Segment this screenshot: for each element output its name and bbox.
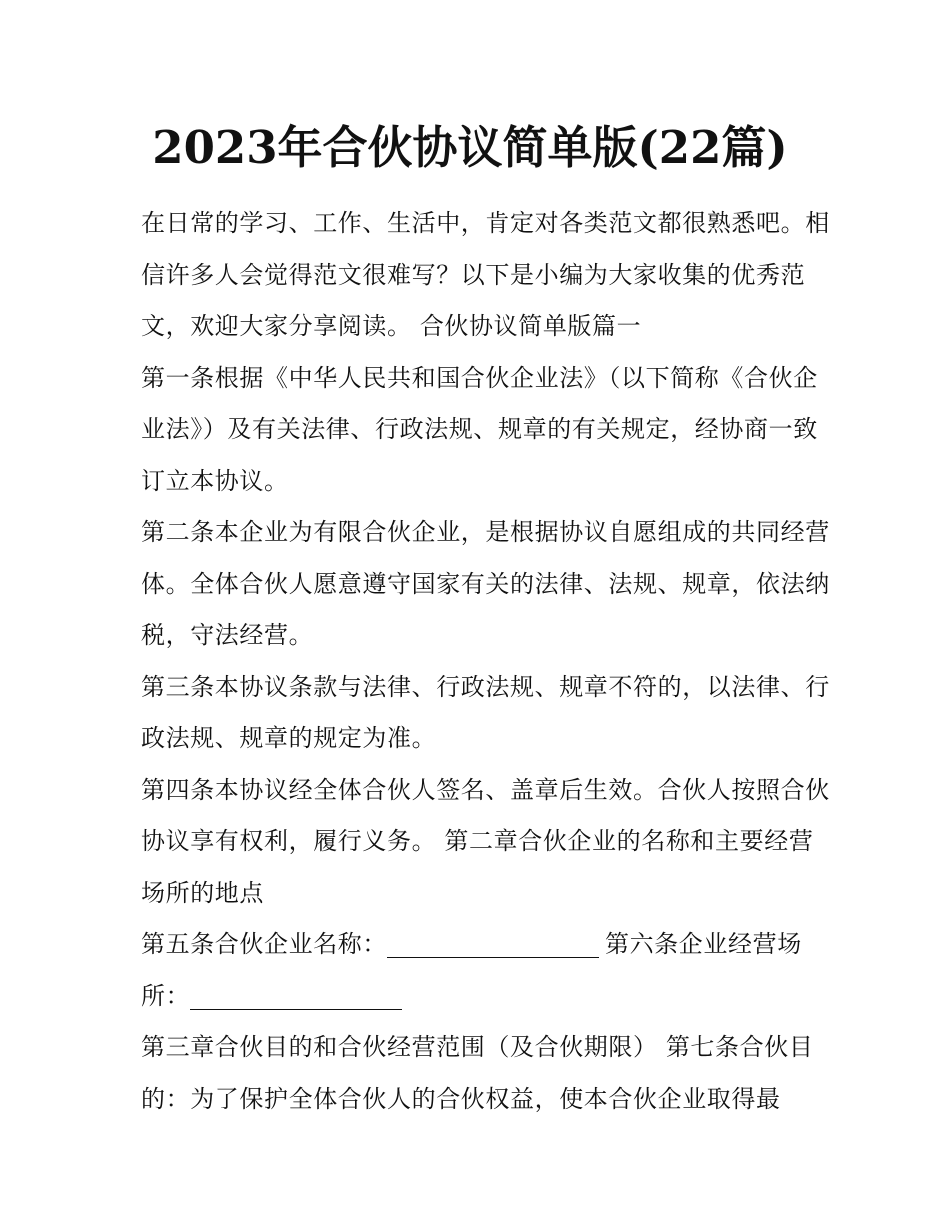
business-location-blank (190, 985, 402, 1010)
article-4-paragraph: 第四条本协议经全体合伙人签名、盖章后生效。合伙人按照合伙协议享有权利，履行义务。 第二章合伙企业的名称和主要经营场所的地点 (141, 775, 830, 907)
article-3-paragraph: 第三条本协议条款与法律、行政法规、规章不符的，以法律、行政法规、规章的规定为准。 (141, 672, 830, 752)
article-2-paragraph: 第二条本企业为有限合伙企业，是根据协议自愿组成的共同经营体。全体合伙人愿意遵守国家有关的法律、法规、规章，依法纳税，守法经营。 (141, 518, 830, 649)
article-1-paragraph: 第一条根据《中华人民共和国合伙企业法》（以下简称《合伙企业法》）及有关法律、行政法规、规章的有关规定，经协商一致订立本协议。 (141, 363, 818, 495)
chapter-3-paragraph: 第三章合伙目的和合伙经营范围（及合伙期限） 第七条合伙目的：为了保护全体合伙人的合伙权益，使本合伙企业取得最 (141, 1033, 814, 1113)
intro-paragraph: 在日常的学习、工作、生活中，肯定对各类范文都很熟悉吧。相信许多人会觉得范文很难写？以下是小编为大家收集的优秀范文，欢迎大家分享阅读。 合伙协议简单版篇一 (141, 209, 830, 340)
article-5-label: 第五条合伙企业名称： (141, 930, 387, 958)
article-6-label: 第六条企业经营场所： (141, 930, 802, 1010)
document-title: 2023年合伙协议简单版(22篇) (152, 121, 788, 174)
document-body (141, 198, 831, 1125)
enterprise-name-blank (387, 933, 599, 958)
articles-5-6-paragraph (141, 919, 831, 1022)
